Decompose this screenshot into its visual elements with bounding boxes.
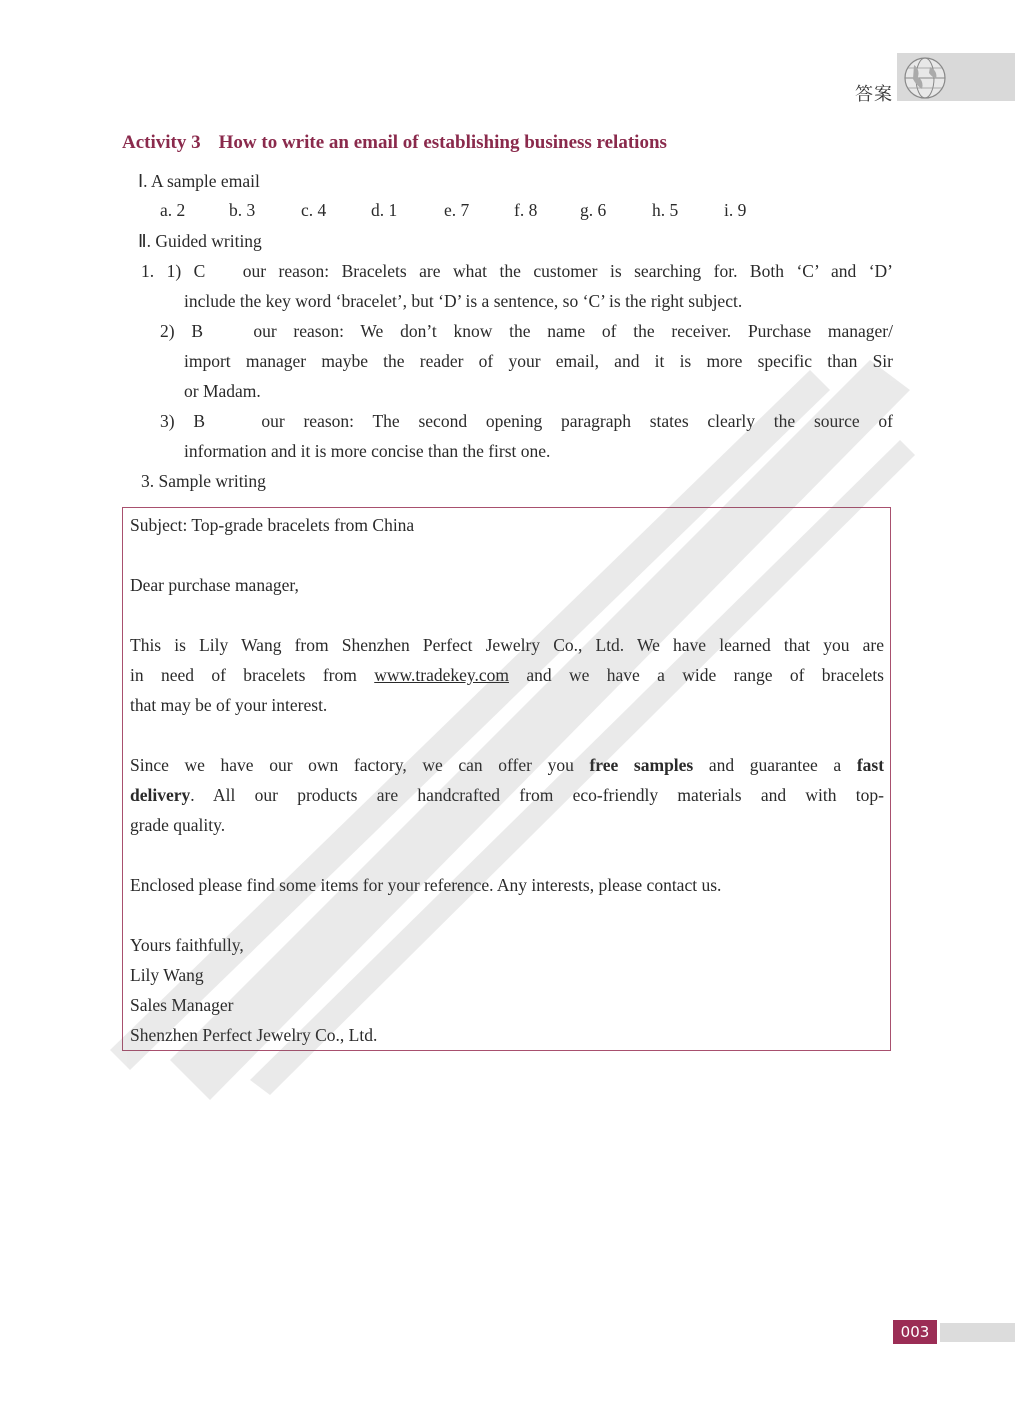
- answer-i: i. 9: [724, 200, 747, 220]
- email-p1-line2: [130, 665, 884, 685]
- email-subject: Subject: Top-grade bracelets from China: [130, 515, 415, 535]
- email-greeting: Dear purchase manager,: [130, 575, 299, 595]
- email-p2-line1-mid: and guarantee a: [693, 755, 857, 775]
- signature-company: Shenzhen Perfect Jewelry Co., Ltd.: [130, 1025, 378, 1045]
- section1-heading: Ⅰ. A sample email: [138, 171, 260, 191]
- email-p1-line2-post: and we have a wide range of bracelets: [509, 665, 884, 685]
- q3-line1: 3) B our reason: The second opening paragraph states clearly the source of: [160, 411, 893, 431]
- answer-c: c. 4: [301, 200, 327, 220]
- answer-d: d. 1: [371, 200, 398, 220]
- email-p3: Enclosed please find some items for your reference. Any interests, please contact us.: [130, 875, 722, 895]
- answer-a: a. 2: [160, 200, 186, 220]
- activity-number: Activity 3: [122, 132, 201, 153]
- delivery-text: delivery: [130, 785, 191, 805]
- activity-title-text: How to write an email of establishing business relations: [218, 132, 667, 153]
- header-label: 答案: [855, 84, 893, 105]
- email-p2-line1: [130, 755, 884, 775]
- answer-h: h. 5: [652, 200, 679, 220]
- signature-title: Sales Manager: [130, 995, 234, 1015]
- tradekey-link[interactable]: www.tradekey.com: [374, 665, 509, 685]
- footer-bar: [940, 1323, 1015, 1342]
- q2-line1: 2) B our reason: We don’t know the name of the receiver. Purchase manager/: [160, 321, 893, 341]
- email-closing: Yours faithfully,: [130, 935, 244, 955]
- answer-g: g. 6: [580, 200, 607, 220]
- q1-line2: include the key word ‘bracelet’, but ‘D’ is a sentence, so ‘C’ is the right subject.: [184, 291, 743, 311]
- email-p2-line1-pre: Since we have our own factory, we can offer you: [130, 755, 590, 775]
- page-number: 003: [893, 1320, 937, 1344]
- email-p1-line1: This is Lily Wang from Shenzhen Perfect Jewelry Co., Ltd. We have learned that you are: [130, 635, 884, 655]
- activity-title: [122, 132, 667, 154]
- email-p1-line2-pre: in need of bracelets from: [130, 665, 375, 685]
- answer-e: e. 7: [444, 200, 470, 220]
- email-p2-line3: grade quality.: [130, 815, 226, 835]
- free-samples-text: free samples: [589, 755, 694, 775]
- section2-heading: Ⅱ. Guided writing: [138, 231, 262, 251]
- email-p1-line3: that may be of your interest.: [130, 695, 328, 715]
- signature-name: Lily Wang: [130, 965, 204, 985]
- email-p2-line2-post: . All our products are handcrafted from eco-friendly materials and with top-: [190, 785, 884, 805]
- fast-text: fast: [856, 755, 885, 775]
- q3-line2: information and it is more concise than the first one.: [184, 441, 551, 461]
- sample-writing-heading: 3. Sample writing: [141, 471, 266, 491]
- q1-line1: 1. 1) C our reason: Bracelets are what the customer is searching for. Both ‘C’ and ‘D’: [141, 261, 893, 281]
- q2-line3: or Madam.: [184, 381, 261, 401]
- globe-icon: [902, 55, 948, 101]
- email-p2-line2: [130, 785, 884, 805]
- q2-line2: import manager maybe the reader of your email, and it is more specific than Sir: [184, 351, 893, 371]
- answer-f: f. 8: [514, 200, 538, 220]
- answer-b: b. 3: [229, 200, 256, 220]
